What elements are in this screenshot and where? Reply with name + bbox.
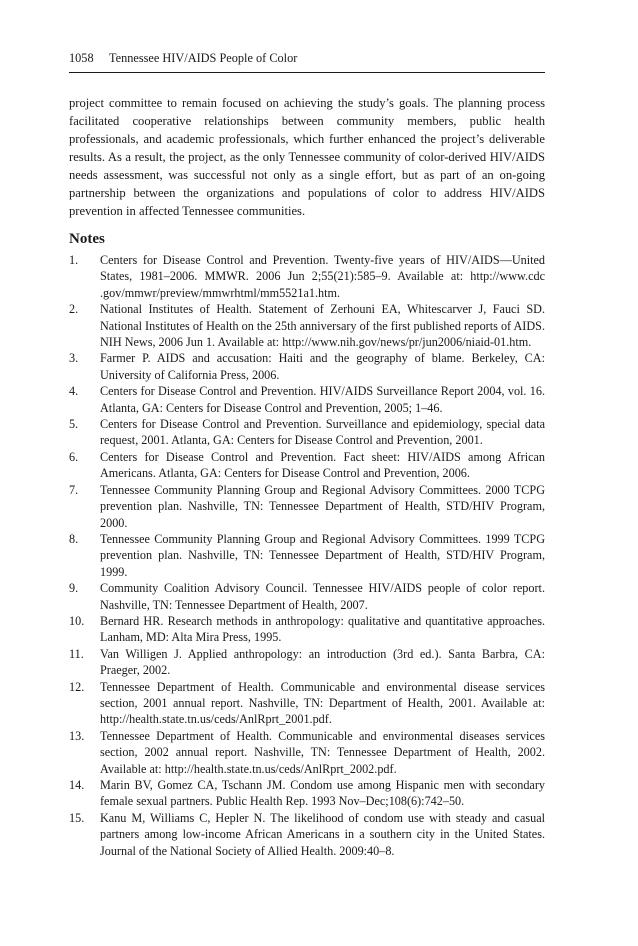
note-number: 14.	[69, 778, 85, 792]
note-number: 1.	[69, 253, 79, 267]
note-14	[69, 777, 545, 810]
note-text: Centers for Disease Control and Prevention. Fact sheet: HIV/AIDS among African Americans. Atlanta, GA: Centers for Disease Control and Prevention, 2006.	[100, 449, 545, 481]
note-number: 3.	[69, 351, 79, 366]
running-header	[69, 48, 545, 68]
note-text: Centers for Disease Control and Prevention. Twenty-five years of HIV/AIDS—United States, 1981–2006. MMWR. 2006 Jun 2;55(21):585–9. Available at: http://www.cdc​.gov/mmwr/preview/mmwrhtml/mm5521a1.htm.	[100, 253, 545, 300]
note-1	[69, 252, 545, 301]
note-text: Tennessee Community Planning Group and Regional Advisory Committees. 2000 TCPG prevention plan. Nashville, TN: Tennessee Department of Health, STD/HIV Program, 2000.	[100, 482, 545, 530]
note-text: Tennessee Department of Health. Communicable and environmental diseases services section, 2002 annual report. Nashville, TN: Tennessee Department of Health, 2002. Available at: http://health.state.tn.us/ceds/AnlRprt_2002.pdf.	[100, 728, 545, 776]
note-15	[69, 810, 545, 859]
note-2	[69, 301, 545, 350]
note-text: National Institutes of Health. Statement of Zerhouni EA, Whitescarver J, Fauci SD. National Institutes of Health on the 25th anniversary of the first published reports of AIDS. NIH News, 2006 Jun 1. Available at: http://www.nih.gov/news/pr/jun2006/​niaid-01.htm.	[100, 302, 545, 350]
notes-heading: Notes	[69, 231, 105, 247]
note-7	[69, 482, 545, 531]
page-number: 1058	[69, 51, 94, 65]
note-number: 8.	[69, 531, 79, 546]
note-text: Tennessee Community Planning Group and Regional Advisory Committees. 1999 TCPG prevention plan. Nashville, TN: Tennessee Department of Health, STD/HIV Program, 1999.	[100, 531, 545, 579]
body-paragraph: project committee to remain focused on achieving the study’s goals. The planning process facilitated cooperative relationships between community members, public health professionals, and academic professionals, which further enhanced the project’s deliverable results. As a result, the project, as the only Tennessee community of color-derived HIV/AIDS needs assessment, was successful not only as a single effort, but as part of an on-going partnership between the organizations and populations of color to address HIV/AIDS prevention in affected Tennessee communities.	[69, 96, 545, 218]
note-number: 5.	[69, 417, 79, 432]
note-4	[69, 383, 545, 416]
note-text: Tennessee Department of Health. Communicable and environmental disease services section, 2001 annual report. Nashville, TN: Department of Health, 2001. Available at: http://health.state.tn.us/ceds/AnlRprt_2001.pdf.	[100, 679, 545, 727]
note-number: 4.	[69, 384, 79, 399]
note-text: Centers for Disease Control and Prevention. HIV/AIDS Surveillance Report 2004, vol. 16. Atlanta, GA: Centers for Disease Control and Prevention, 2005; 1–46.	[100, 384, 545, 415]
notes-list	[69, 252, 545, 859]
note-5	[69, 416, 545, 449]
note-text: Centers for Disease Control and Prevention. Surveillance and epidemiology, special data request, 2001. Atlanta, GA: Centers for Disease Control and Prevention, 2001.	[100, 417, 545, 448]
note-text: Marin BV, Gomez CA, Tschann JM. Condom use among Hispanic men with secondary female sexual partners. Public Health Rep. 1993 Nov–Dec;108(6):742–50.	[100, 778, 545, 809]
note-number: 2.	[69, 302, 79, 317]
note-13	[69, 728, 545, 777]
note-text: Kanu M, Williams C, Hepler N. The likelihood of condom use with steady and casual partners among low-income African Americans in a southern city in the United States. Journal of the National Society of Allied Health. 2009:40–8.	[100, 810, 545, 858]
note-number: 10.	[69, 613, 85, 628]
note-11	[69, 646, 545, 679]
note-text: Farmer P. AIDS and accusation: Haiti and the geography of blame. Berkeley, CA: University of California Press, 2006.	[100, 351, 545, 382]
header-rule	[69, 72, 545, 73]
note-number: 7.	[69, 482, 79, 497]
note-12	[69, 679, 545, 728]
running-title: Tennessee HIV/AIDS People of Color	[109, 51, 298, 65]
note-10	[69, 613, 545, 646]
note-text: Bernard HR. Research methods in anthropology: qualitative and quantitative approaches. Lanham, MD: Alta Mira Press, 1995.	[100, 613, 545, 645]
note-8	[69, 531, 545, 580]
note-9	[69, 580, 545, 613]
note-3	[69, 350, 545, 383]
note-number: 11.	[69, 646, 84, 661]
note-number: 9.	[69, 581, 79, 596]
note-number: 13.	[69, 728, 85, 743]
note-number: 6.	[69, 449, 79, 464]
note-number: 12.	[69, 679, 85, 694]
note-text: Van Willigen J. Applied anthropology: an introduction (3rd ed.). Santa Barbra, CA: Praeger, 2002.	[100, 646, 545, 678]
note-6	[69, 449, 545, 482]
note-number: 15.	[69, 810, 85, 825]
note-text: Community Coalition Advisory Council. Tennessee HIV/AIDS people of color report. Nashville, TN: Tennessee Department of Health, 2007.	[100, 581, 545, 612]
